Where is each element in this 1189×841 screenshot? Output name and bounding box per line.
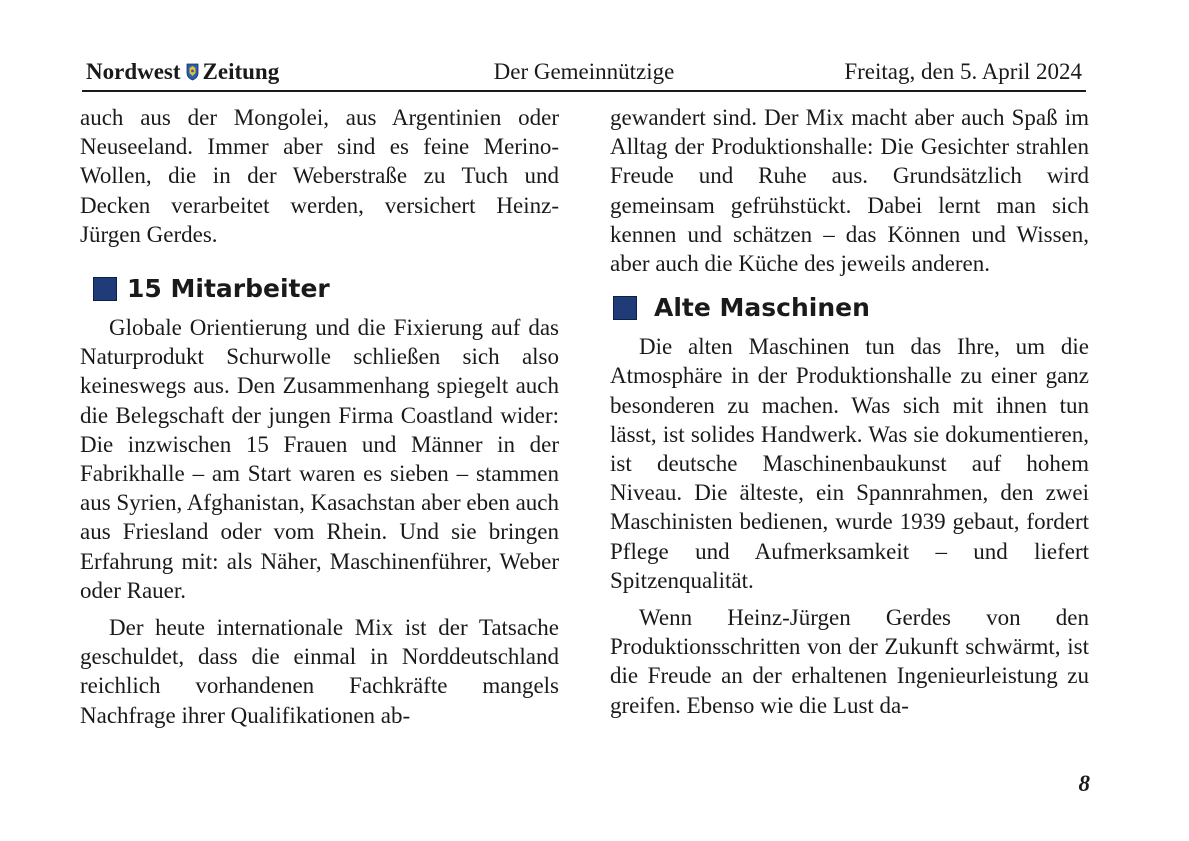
left-paragraph-1: auch aus der Mongolei, aus Argentinien oder Neuseeland. Immer aber sind es feine Merino-Wollen, die in der Weberstraße zu Tuch und Decken verarbeitet werden, versichert Heinz-Jürgen Gerdes. bbox=[80, 105, 559, 247]
page-header bbox=[82, 56, 1086, 92]
subheading-text: 15 Mitarbeiter bbox=[127, 274, 330, 304]
left-paragraph-3: Der heute internationale Mix ist der Tatsache geschuldet, dass die einmal in Norddeutschland reichlich vorhandenen Fachkräfte mangels Nachfrage ihrer Qualifikationen ab- bbox=[80, 615, 559, 728]
right-paragraph-3: Wenn Heinz-Jürgen Gerdes von den Produktionsschritten von der Zukunft schwärmt, ist die Freude an der erhaltenen Ingenieurleistung zu greifen. Ebenso wie die Lust da- bbox=[610, 605, 1089, 718]
issue-date: Freitag, den 5. April 2024 bbox=[844, 59, 1082, 84]
subheading-text: Alte Maschinen bbox=[654, 293, 870, 323]
square-bullet-icon bbox=[613, 296, 637, 320]
square-bullet-icon bbox=[93, 277, 117, 301]
right-paragraph-1: gewandert sind. Der Mix macht aber auch Spaß im Alltag der Produktionshalle: Die Gesichter strahlen Freude und Ruhe aus. Grundsätzlich wird gemeinsam gefrühstückt. Dabei lernt man sich kennen und schätzen – das Können und Wissen, aber auch die Küche des jeweils anderen. bbox=[610, 105, 1089, 277]
left-column bbox=[80, 103, 559, 730]
logo-word-right: Zeitung bbox=[202, 59, 280, 84]
right-column bbox=[610, 103, 1089, 720]
right-paragraph-2: Die alten Maschinen tun das Ihre, um die Atmosphäre in der Produktionshalle zu einer ganz besonderen zu machen. Was sich mit ihnen tun lässt, ist solides Handwerk. Was sie dokumentieren, ist deutsche Maschinenbaukunst auf hohem Niveau. Die älteste, ein Spannrahmen, den zwei Maschinisten bedienen, wurde 1939 gebaut, fordert Pflege und Aufmerksamkeit – und liefert Spitzenqualität. bbox=[610, 334, 1089, 593]
subheading-15-mitarbeiter bbox=[93, 273, 559, 305]
subheading-alte-maschinen bbox=[613, 292, 1089, 324]
page-number: 8 bbox=[1078, 771, 1090, 796]
left-paragraph-2: Globale Orientierung und die Fixierung auf das Naturprodukt Schurwolle schließen sich also keineswegs aus. Den Zusammenhang spiegelt auch die Belegschaft der jungen Firma Coastland wider: Die inzwischen 15 Frauen und Männer in der Fabrikhalle – am Start waren es sieben – stammen aus Syrien, Afghanistan, Kasachstan aber eben auch aus Friesland oder vom Rhein. Und sie bringen Erfahrung mit: als Näher, Maschinenführer, Weber oder Rauer. bbox=[80, 315, 560, 603]
section-title: Der Gemeinnützige bbox=[493, 59, 675, 84]
logo-word-left: Nordwest bbox=[86, 59, 181, 84]
